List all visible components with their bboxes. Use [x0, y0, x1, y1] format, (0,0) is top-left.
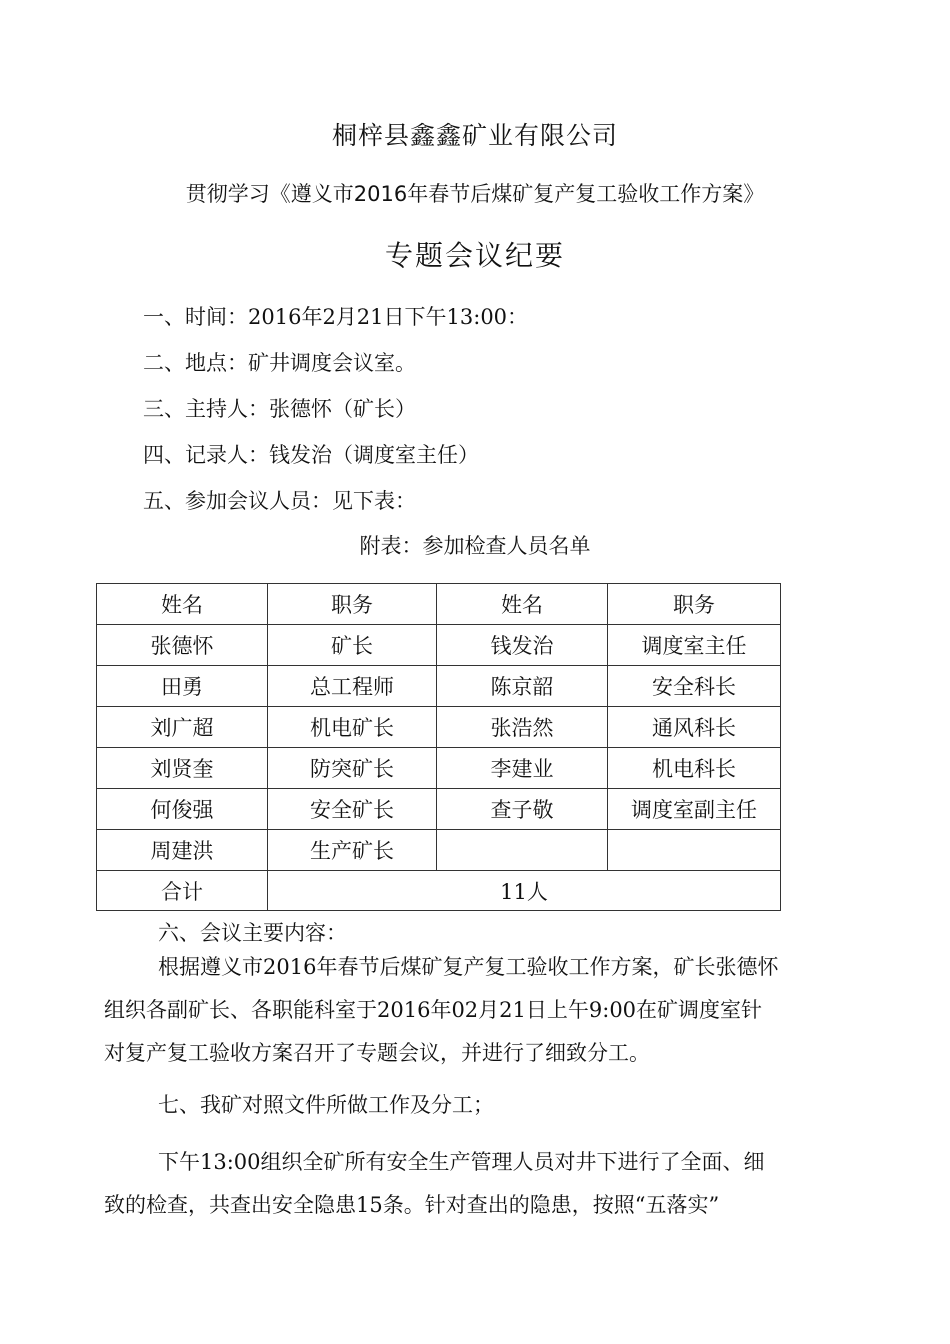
table-cell: 张浩然: [437, 707, 608, 748]
header-cell: 姓名: [437, 584, 608, 625]
table-cell: 刘贤奎: [97, 748, 268, 789]
table-cell: 生产矿长: [268, 830, 437, 871]
table-row: [97, 789, 781, 830]
table-cell: 查子敬: [437, 789, 608, 830]
document-heading: 专题会议纪要: [384, 239, 565, 272]
info-recorder: 四、记录人：钱发治（调度室主任）: [143, 443, 479, 467]
header-cell: 姓名: [97, 584, 268, 625]
table-cell: 田勇: [97, 666, 268, 707]
table-row: [97, 666, 781, 707]
table-cell: [437, 830, 608, 871]
document-subtitle: 贯彻学习《遵义市2016年春节后煤矿复产复工验收工作方案》: [185, 182, 765, 206]
table-cell: 调度室主任: [608, 625, 781, 666]
header-cell: 职务: [608, 584, 781, 625]
table-cell: 安全矿长: [268, 789, 437, 830]
table-row: [97, 830, 781, 871]
section6-line-2: 组织各副矿长、各职能科室于2016年02月21日上午9:00在矿调度室针: [104, 998, 763, 1022]
table-cell: 钱发治: [437, 625, 608, 666]
section7-line-2: 致的检查，共查出安全隐患15条。针对查出的隐患，按照“五落实”: [104, 1193, 720, 1217]
table-cell: 张德怀: [97, 625, 268, 666]
table-cell: 通风科长: [608, 707, 781, 748]
table-cell: 安全科长: [608, 666, 781, 707]
info-attendees: 五、参加会议人员：见下表：: [143, 489, 416, 513]
table-total-row: [97, 871, 781, 911]
section6-line-1: 根据遵义市2016年春节后煤矿复产复工验收工作方案，矿长张德怀: [158, 955, 779, 979]
table-caption: 附表：参加检查人员名单: [359, 534, 591, 558]
header-cell: 职务: [268, 584, 437, 625]
table-cell: 调度室副主任: [608, 789, 781, 830]
table-cell: 周建洪: [97, 830, 268, 871]
table-cell: 防突矿长: [268, 748, 437, 789]
table-row: [97, 748, 781, 789]
table-header-row: [97, 584, 781, 625]
total-label: 合计: [97, 871, 268, 911]
section7-line-1: 下午13:00组织全矿所有安全生产管理人员对井下进行了全面、细: [158, 1150, 765, 1174]
table-cell: 机电科长: [608, 748, 781, 789]
total-value: 11人: [268, 871, 781, 911]
table-cell: 刘广超: [97, 707, 268, 748]
info-time: 一、时间：2016年2月21日下午13:00：: [143, 305, 529, 329]
section6-line-3: 对复产复工验收方案召开了专题会议，并进行了细致分工。: [104, 1041, 650, 1065]
company-name: 桐梓县鑫鑫矿业有限公司: [331, 121, 618, 150]
info-host: 三、主持人：张德怀（矿长）: [143, 397, 416, 421]
table-cell: 总工程师: [268, 666, 437, 707]
attendee-table: [96, 583, 781, 911]
table-cell: 矿长: [268, 625, 437, 666]
section7-title: 七、我矿对照文件所做工作及分工；: [158, 1093, 494, 1117]
section6-title: 六、会议主要内容：: [158, 921, 347, 945]
info-location: 二、地点：矿井调度会议室。: [143, 351, 416, 375]
table-row: [97, 707, 781, 748]
table-cell: 陈京韶: [437, 666, 608, 707]
table-cell: 何俊强: [97, 789, 268, 830]
table-cell: [608, 830, 781, 871]
table-row: [97, 625, 781, 666]
table-cell: 机电矿长: [268, 707, 437, 748]
table-cell: 李建业: [437, 748, 608, 789]
